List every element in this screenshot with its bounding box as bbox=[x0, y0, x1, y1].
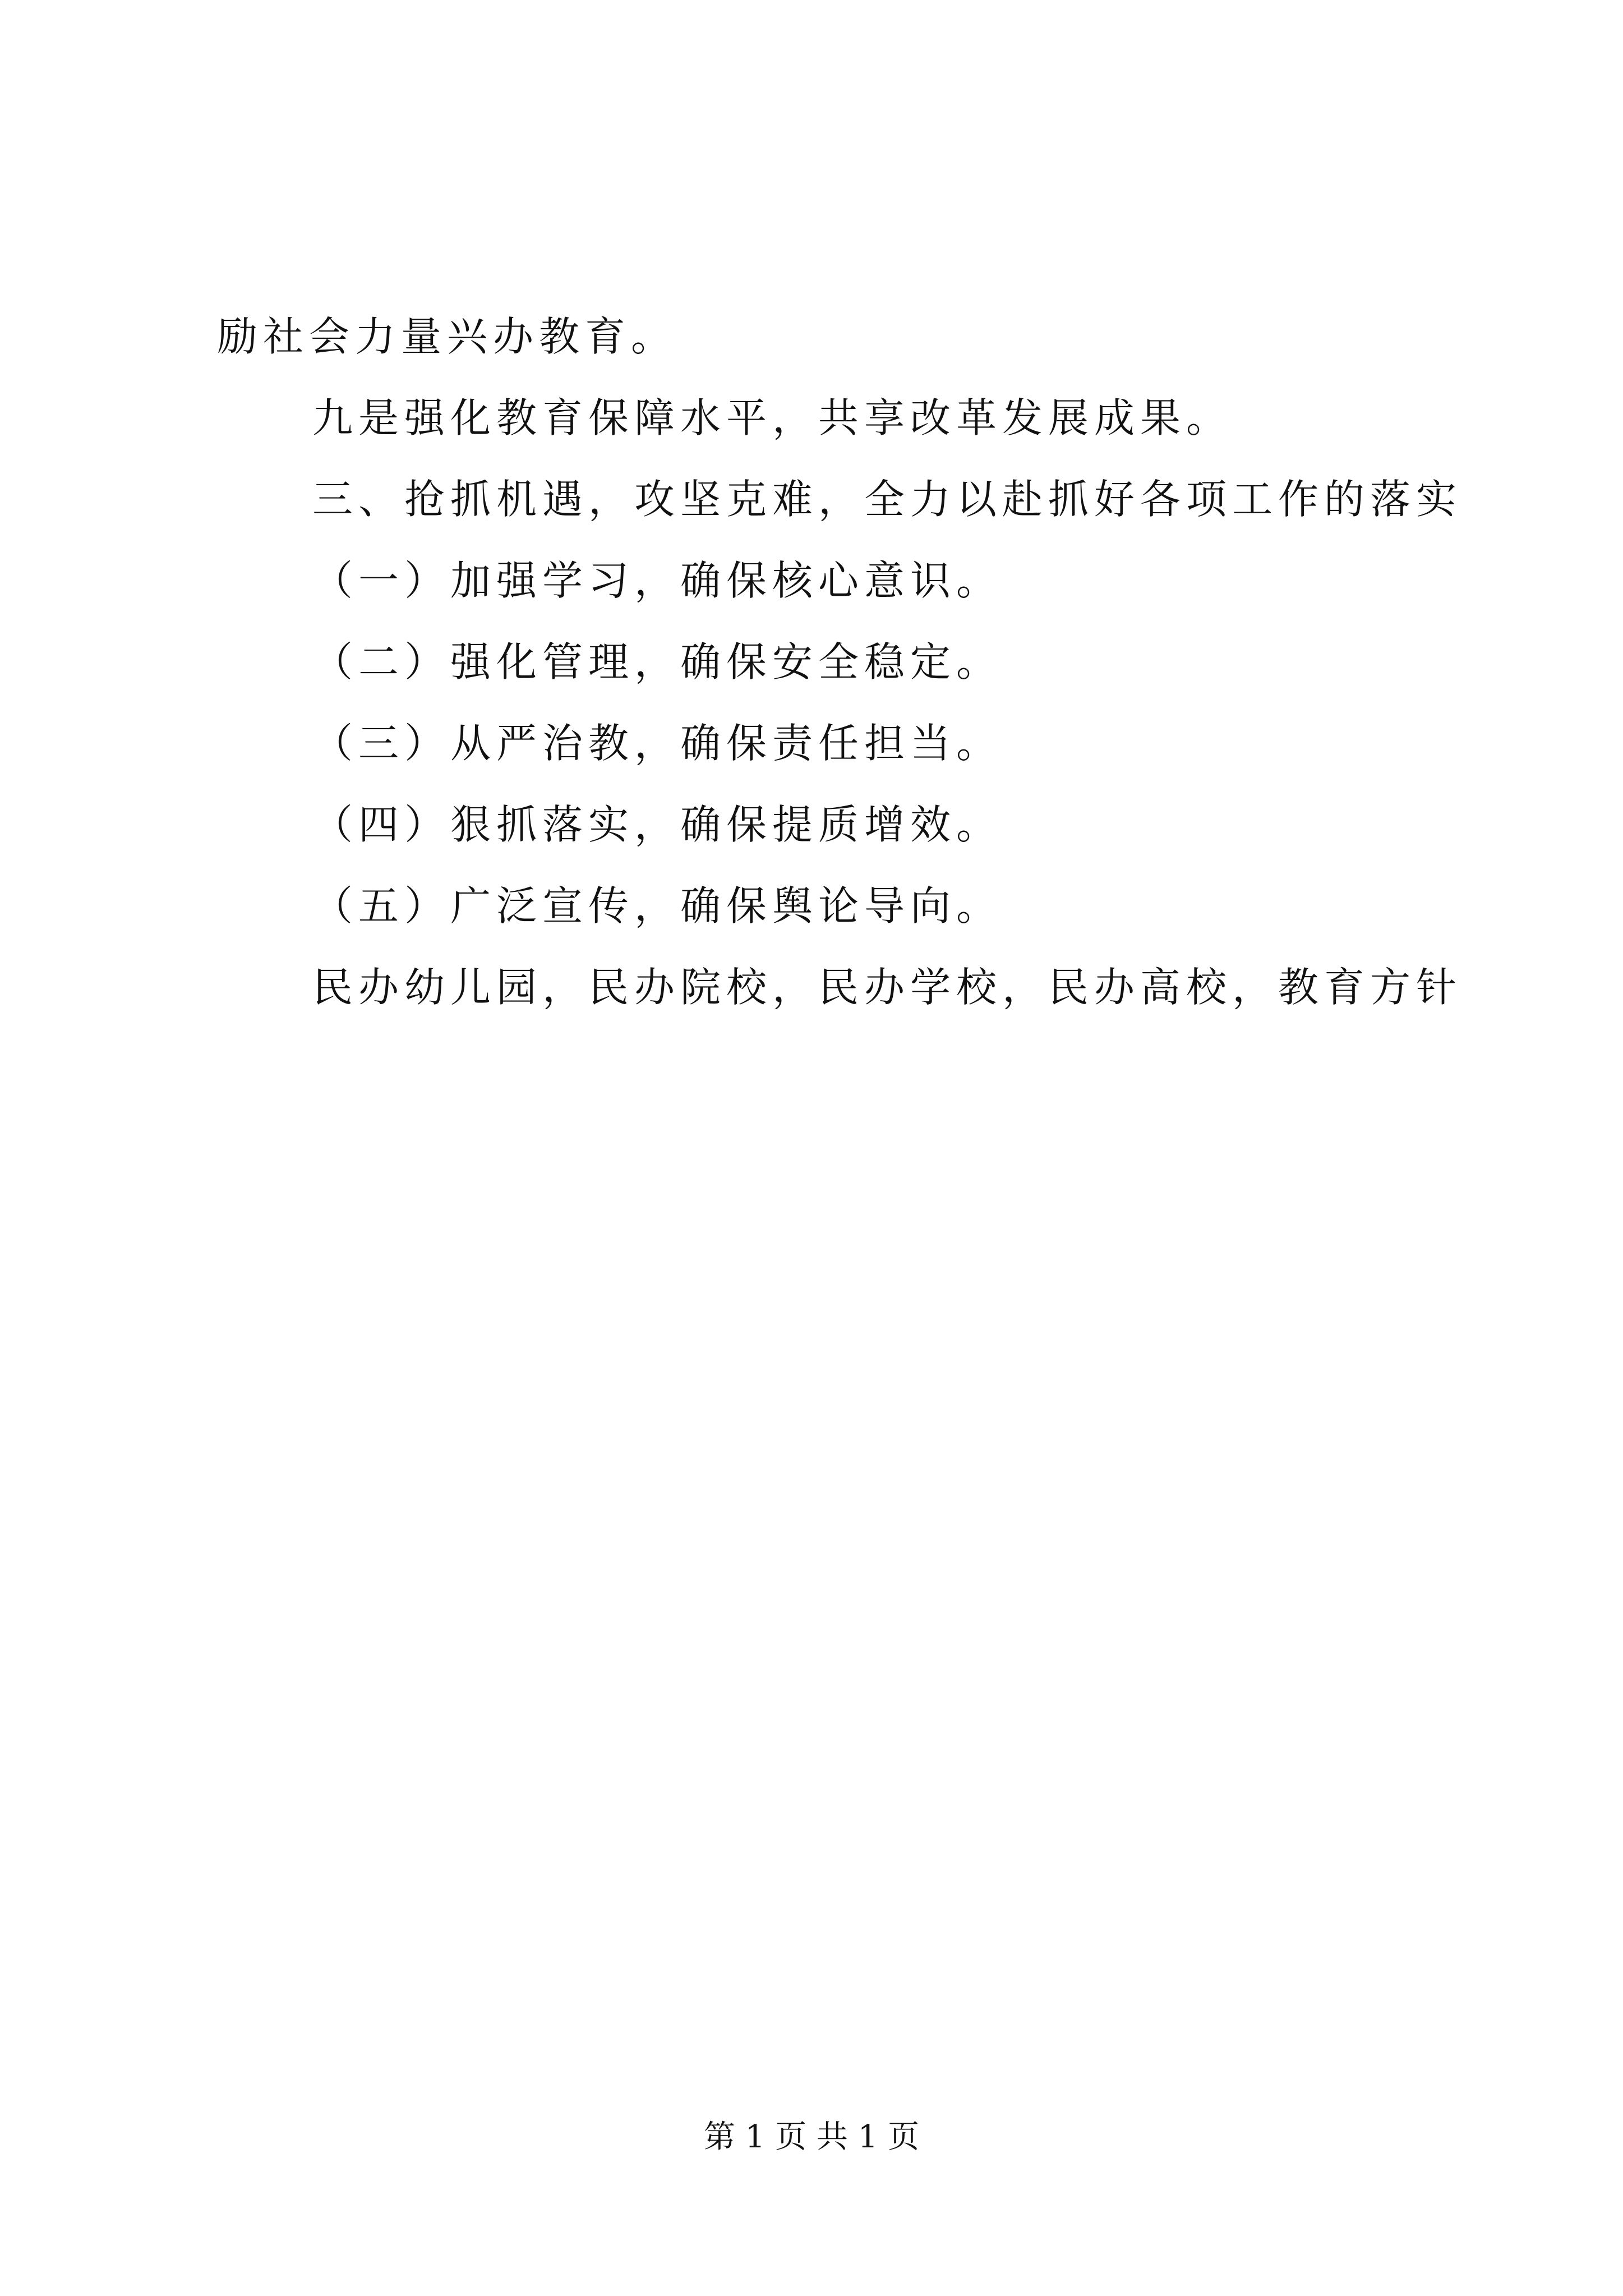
list-item-3: （三）从严治教，确保责任担当。 bbox=[312, 720, 1003, 767]
list-item-5: （五）广泛宣传，确保舆论导向。 bbox=[312, 882, 1003, 930]
list-item-2: （二）强化管理，确保安全稳定。 bbox=[312, 638, 1003, 685]
section-heading-3: 三、抢抓机遇，攻坚克难，全力以赴抓好各项工作的落实 bbox=[312, 476, 1463, 523]
keywords-line: 民办幼儿园，民办院校，民办学校，民办高校，教育方针 bbox=[312, 964, 1463, 1011]
paragraph-2: 九是强化教育保障水平，共享改革发展成果。 bbox=[312, 394, 1233, 441]
list-item-4: （四）狠抓落实，确保提质增效。 bbox=[312, 801, 1003, 848]
list-item-1: （一）加强学习，确保核心意识。 bbox=[312, 557, 1003, 604]
paragraph-1: 励社会力量兴办教育。 bbox=[217, 313, 677, 360]
page-footer: 第 1 页 共 1 页 bbox=[703, 2119, 920, 2155]
